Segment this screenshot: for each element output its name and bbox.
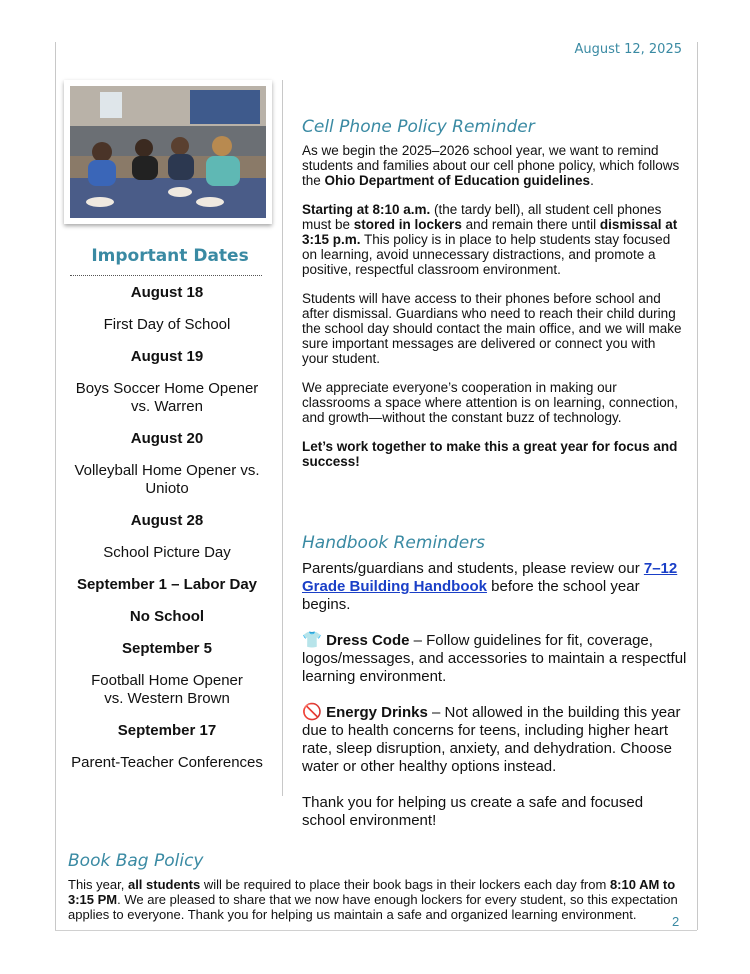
- text: This policy is in place to help students stay focused on learning, avoid unnecessary distractions, and promote a positive, respectful classroom environment.: [302, 232, 671, 277]
- right-border: [697, 42, 698, 930]
- students-photo: [64, 80, 272, 224]
- dress-code-label: Dress Code: [326, 632, 410, 649]
- date-event: Volleyball Home Opener vs. Unioto: [74, 462, 260, 497]
- text: As we begin the 2025–2026 school year, we want to remind students and families about our cell phone policy, which follows the: [302, 143, 680, 188]
- handbook-body: [302, 560, 687, 848]
- shirt-icon: 👕: [302, 632, 322, 649]
- text: before the school year begins.: [302, 578, 640, 613]
- text: This year,: [68, 877, 128, 892]
- handbook-title: Handbook Reminders: [302, 533, 486, 553]
- cafeteria-photo-illustration: [70, 86, 266, 218]
- date-event: School Picture Day: [103, 544, 231, 561]
- stored-in-lockers: stored in lockers: [353, 217, 462, 232]
- dismissal-time: dismissal at 3:15 p.m.: [302, 217, 678, 247]
- date-label: September 1 – Labor Day: [76, 576, 258, 593]
- book-bag-body: [68, 877, 688, 922]
- cell-phone-paragraph-3: Students will have access to their phones before school and after dismissal. Guardians who need to reach their child during the school day should contact the main office, and we will make sure important messages are delivered or connect you with your student.: [302, 291, 682, 366]
- bag-hours: 8:10 AM to 3:15 PM: [68, 877, 676, 907]
- book-bag-title: Book Bag Policy: [68, 851, 204, 871]
- date-label: August 20: [130, 430, 204, 447]
- cell-phone-paragraph-4: We appreciate everyone’s cooperation in making our classrooms a space where attention is on learning, connection, and growth—without the constant buzz of technology.: [302, 380, 678, 425]
- cell-phone-body: [302, 143, 684, 483]
- text: will be required to place their book bags in their lockers each day from: [200, 877, 610, 892]
- text: and remain there until: [461, 217, 600, 232]
- date-event: Parent-Teacher Conferences: [71, 754, 263, 771]
- text: – Follow guidelines for fit, coverage, logos/messages, and accessories to maintain a respectful learning environment.: [302, 632, 687, 685]
- date-label: August 18: [130, 284, 204, 301]
- text: – Not allowed in the building this year due to health concerns for teens, including higher heart rate, sleep disruption, anxiety, and dehydration. Choose water or other healthy options instead.: [302, 704, 681, 775]
- text: .: [590, 173, 594, 188]
- important-dates-title: Important Dates: [91, 246, 249, 266]
- newsletter-date: August 12, 2025: [574, 42, 682, 57]
- no-entry-icon: 🚫: [302, 704, 322, 721]
- bottom-border: [55, 930, 697, 931]
- important-dates-list: [62, 284, 272, 786]
- date-label: September 5: [121, 640, 213, 657]
- text: . We are pleased to share that we now have enough lockers for every student, so this expectation applies to everyone. Thank you for helping us maintain a safe and organized learning environment.: [68, 892, 678, 922]
- all-students: all students: [127, 877, 201, 892]
- date-event: No School: [129, 608, 205, 625]
- cell-phone-paragraph-1: [302, 143, 684, 188]
- date-label: September 17: [117, 722, 217, 739]
- handbook-link[interactable]: 7–12 Grade Building Handbook: [302, 560, 678, 595]
- date-event: Football Home Opener vs. Western Brown: [91, 672, 243, 707]
- text: (the tardy bell), all student cell phones must be: [302, 202, 662, 232]
- dress-code-item: [302, 632, 687, 686]
- cell-phone-paragraph-5: Let’s work together to make this a great year for focus and success!: [302, 439, 678, 469]
- ode-guidelines: Ohio Department of Education guidelines: [324, 173, 591, 188]
- column-divider: [282, 80, 283, 796]
- dotted-divider: [70, 275, 262, 276]
- date-label: August 28: [130, 512, 204, 529]
- cell-phone-paragraph-2: [302, 202, 684, 277]
- page-number: 2: [672, 914, 680, 929]
- date-label: August 19: [130, 348, 204, 365]
- energy-drinks-label: Energy Drinks: [326, 704, 428, 721]
- text: Parents/guardians and students, please review our: [302, 560, 644, 577]
- left-border: [55, 42, 56, 930]
- energy-drinks-item: [302, 704, 687, 776]
- handbook-intro: [302, 560, 687, 614]
- cell-phone-title: Cell Phone Policy Reminder: [302, 117, 535, 137]
- date-event: Boys Soccer Home Opener vs. Warren: [75, 380, 259, 415]
- date-event: First Day of School: [103, 316, 231, 333]
- handbook-thanks: Thank you for helping us create a safe and focused school environment!: [302, 794, 644, 829]
- start-time: Starting at 8:10 a.m.: [302, 202, 431, 217]
